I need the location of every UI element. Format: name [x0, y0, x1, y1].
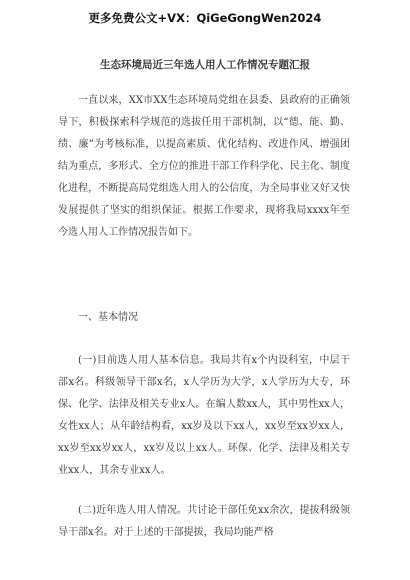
promo-banner: 更多免费公文+VX：QiGeGongWen2024: [88, 11, 322, 25]
paragraph-text: (二)近年选人用人情况。共讨论干部任免xx余次，提拔科级领导干部x名。对于上述的干部提拔，我局均能严格: [58, 505, 350, 538]
basic-info-paragraph: [58, 350, 350, 482]
intro-paragraph: [58, 90, 350, 244]
document-title: 生态环境局近三年选人用人工作情况专题汇报: [100, 59, 310, 71]
section-heading: [58, 307, 350, 329]
paragraph-text: (一)目前选人用人基本信息。我局共有x个内设科室，中层干部x名。科级领导干部x名，x人学历为大学，x人学历为大专，环保、化学、法律及相关专业x人。在编人数xx人，其中男性xx人，女性xx人；从年龄结构看，xx岁及以下xx人，xx岁至xx岁xx人，xx岁至xx岁xx人，xx岁及以上xx人。环保、化学、法律及相关专业xx人，其余专业xx人。: [58, 355, 350, 476]
recent-selection-paragraph: [58, 500, 350, 544]
section-heading-text: 一、基本情况: [78, 312, 138, 323]
paragraph-text: 一直以来，XX市XX生态环境局党组在县委、县政府的正确领导下，积极探索科学规范的选拔任用干部机制，以“德、能、勤、绩、廉”为考核标准，以提高素质、优化结构、改进作风、增强团结为重点，多形式、全方位的推进干部工作科学化、民主化、制度化进程，不断提高局党组选人用人的公信度，为全局事业又好又快发展提供了坚实的组织保证。根据工作要求，现将我局xxxx年至今选人用人工作情况报告如下。: [58, 95, 350, 238]
